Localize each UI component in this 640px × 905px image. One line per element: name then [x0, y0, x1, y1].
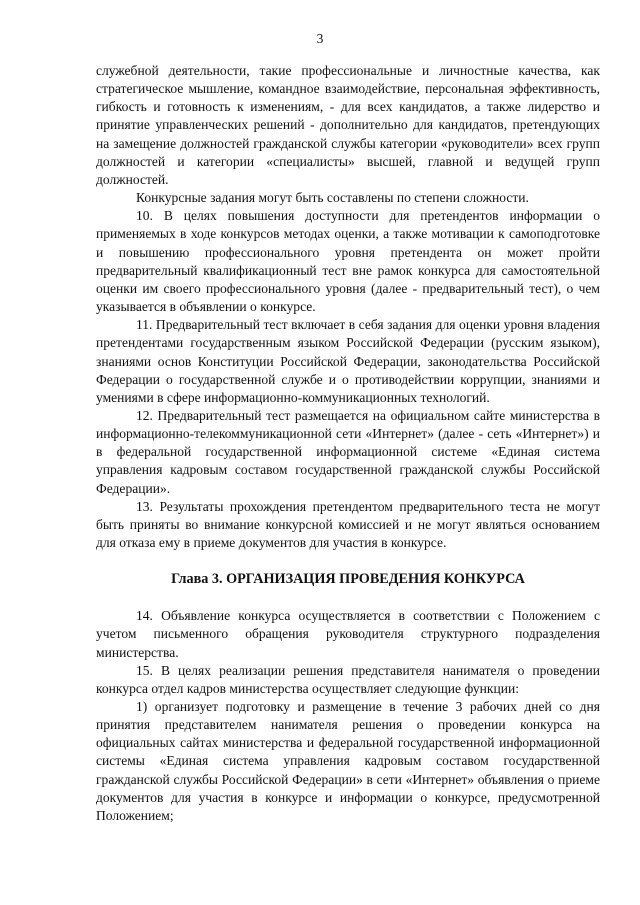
paragraph-13-test-results: 13. Результаты прохождения претендентом предварительного теста не могут быть приняты во внимание конкурсной комиссией и не могут являться основанием для отказа ему в приеме документов для участия в конкурсе. — [96, 498, 600, 551]
document-body — [96, 62, 600, 825]
paragraph-continuation-qualities: служебной деятельности, такие профессиональные и личностные качества, как стратегическое мышление, командное взаимодействие, персональная эффективность, гибкость и готовность к изменениям, - для всех кандидатов, а также лидерство и принятие управленческих решений - дополнительно для кандидатов, претендующих на замещение должностей гражданской службы категории «руководители» всех групп должностей и категории «специалисты» высшей, главной и ведущей групп должностей. — [96, 63, 600, 187]
page-number: 3 — [316, 31, 324, 46]
paragraph-11-test-contents: 11. Предварительный тест включает в себя задания для оценки уровня владения претендентами государственным языком Российской Федерации (русским языком), знаниями основ Конституции Российской Федерации, законодательства Российской Федерации о государственной службе и о противодействии коррупции, знаниями и умениями в сфере информационно-коммуникационных технологий. — [96, 317, 600, 405]
paragraph-15-item-1: 1) организует подготовку и размещение в течение 3 рабочих дней со дня принятия представителем нанимателя решения о проведении конкурса на официальных сайтах министерства и федеральной государственной информационной системы «Единая система управления кадровым составом государственной гражданской службы Российской Федерации» в сети «Интернет» объявления о приеме документов для участия в конкурсе и информации о конкурсе, предусмотренной Положением; — [96, 699, 600, 823]
paragraph-10-preliminary-test: 10. В целях повышения доступности для претендентов информации о применяемых в ходе конкурсов методах оценки, а также мотивации к самоподготовке и повышению профессионального уровня претендента он может пройти предварительный квалификационный тест вне рамок конкурса для самостоятельной оценки им своего профессионального уровня (далее - предварительный тест), о чем указывается в объявлении о конкурсе. — [96, 208, 600, 315]
paragraph-15-hr-functions: 15. В целях реализации решения представителя нанимателя о проведении конкурса отдел кадров министерства осуществляет следующие функции: — [96, 662, 600, 696]
paragraph-14-announcement: 14. Объявление конкурса осуществляется в соответствии с Положением с учетом письменного обращения руководителя структурного подразделения министерства. — [96, 608, 600, 660]
paragraph-task-difficulty: Конкурсные задания могут быть составлены по степени сложности. — [136, 190, 529, 206]
paragraph-12-test-placement: 12. Предварительный тест размещается на официальном сайте министерства в информационно-телекоммуникационной сети «Интернет» (далее - сеть «Интернет») и в федеральной государственной информационной системе «Единая система управления кадровым составом государственной гражданской службы Российской Федерации». — [96, 407, 600, 496]
chapter-heading: Глава 3. ОРГАНИЗАЦИЯ ПРОВЕДЕНИЯ КОНКУРСА — [171, 571, 525, 588]
